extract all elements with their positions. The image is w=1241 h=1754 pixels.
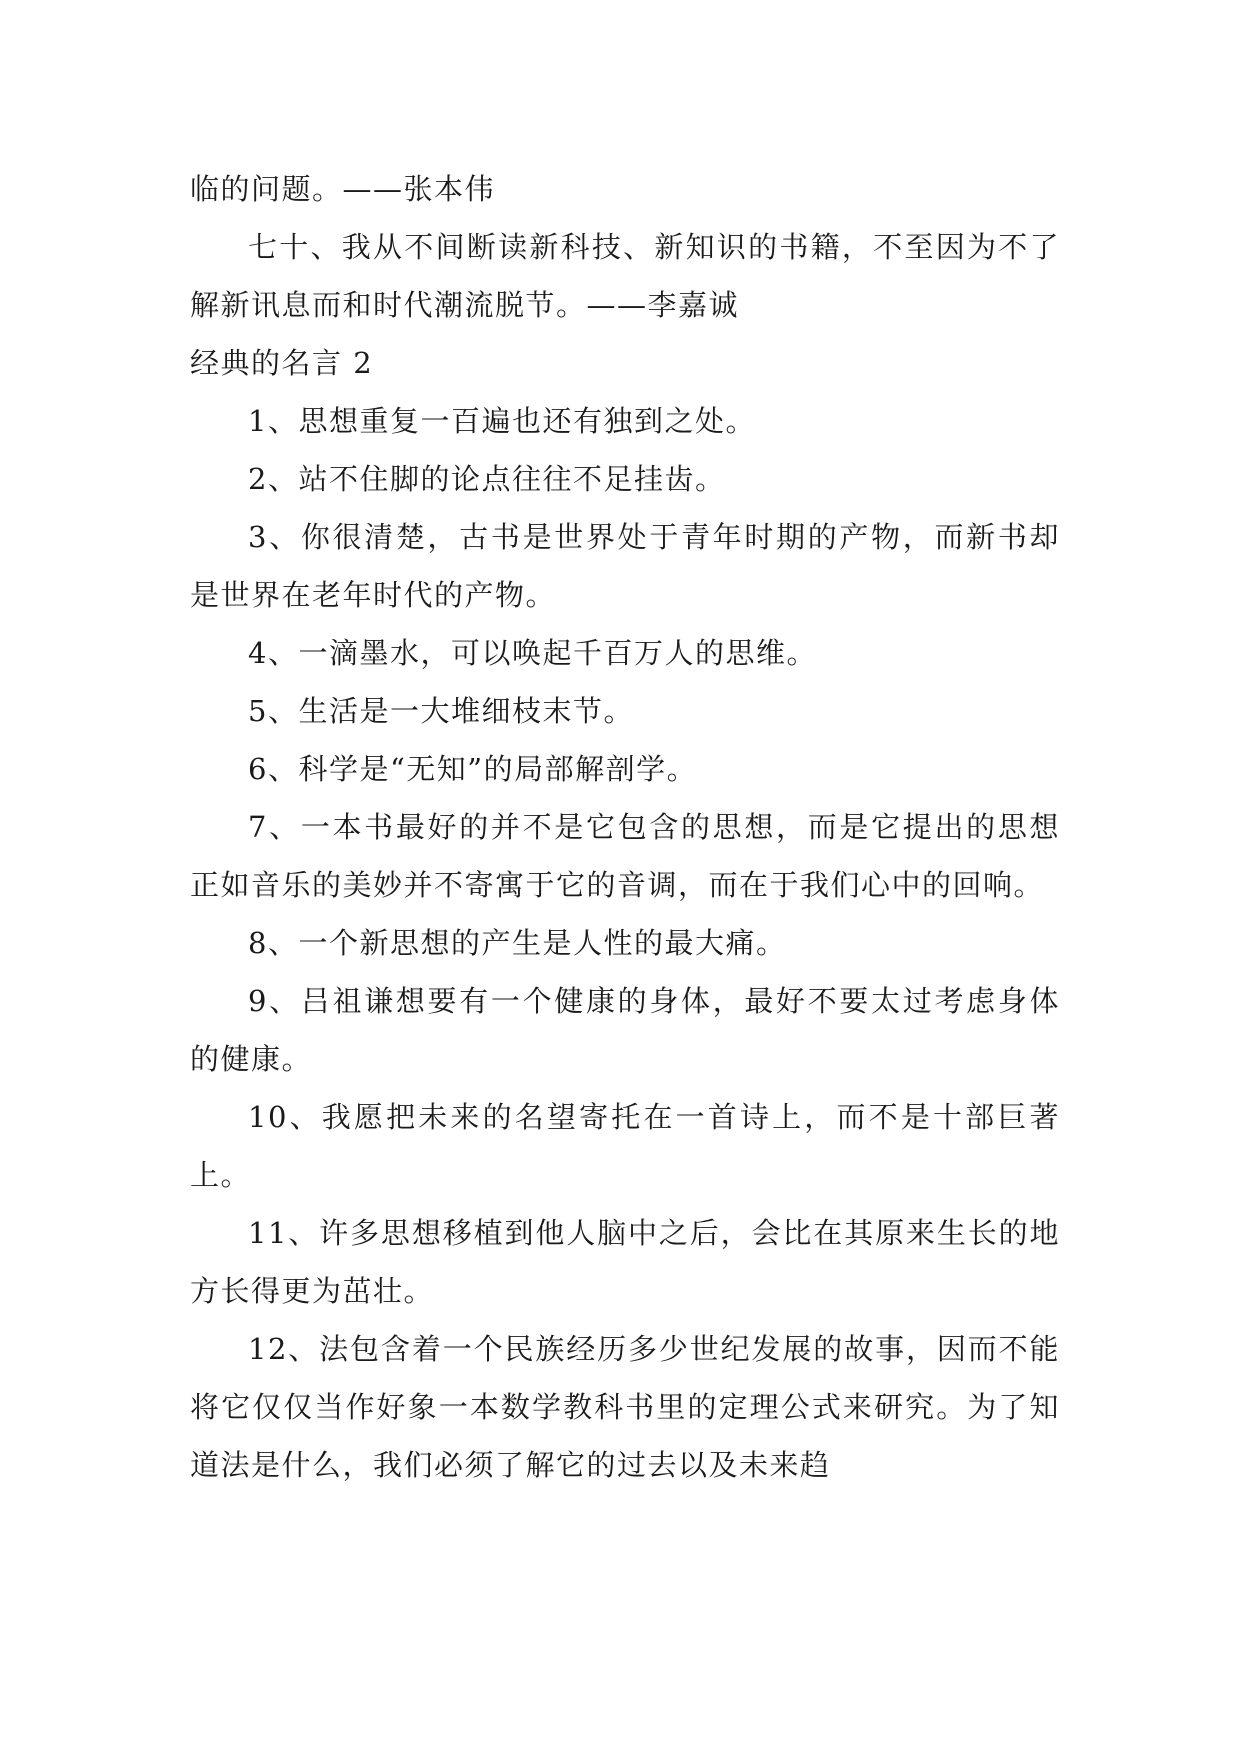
quote-item-6: 6、科学是“无知”的局部解剖学。 xyxy=(248,752,698,786)
quote-item-8: 8、一个新思想的产生是人性的最大痛。 xyxy=(248,926,787,960)
quote-item-7: 7、一本书最好的并不是它包含的思想，而是它提出的思想正如音乐的美妙并不寄寓于它的音调，而在于我们心中的回响。 xyxy=(190,810,1060,902)
quote-item-12: 12、法包含着一个民族经历多少世纪发展的故事，因而不能将它仅仅当作好象一本数学教科书里的定理公式来研究。为了知道法是什么，我们必须了解它的过去以及未来趋 xyxy=(190,1332,1060,1482)
paragraph-quote-70: 七十、我从不间断读新科技、新知识的书籍，不至因为不了解新讯息而和时代潮流脱节。——李嘉诚 xyxy=(190,230,1060,322)
paragraph-continued: 临的问题。——张本伟 xyxy=(190,172,496,206)
quote-item-10: 10、我愿把未来的名望寄托在一首诗上，而不是十部巨著上。 xyxy=(190,1100,1060,1192)
quote-item-3: 3、你很清楚，古书是世界处于青年时期的产物，而新书却是世界在老年时代的产物。 xyxy=(190,520,1060,612)
quote-item-9: 9、吕祖谦想要有一个健康的身体，最好不要太过考虑身体的健康。 xyxy=(190,984,1060,1076)
quote-item-1: 1、思想重复一百遍也还有独到之处。 xyxy=(248,404,756,438)
quote-item-2: 2、站不住脚的论点往往不足挂齿。 xyxy=(248,462,726,496)
section-heading: 经典的名言 2 xyxy=(190,346,374,380)
quote-item-11: 11、许多思想移植到他人脑中之后，会比在其原来生长的地方长得更为茁壮。 xyxy=(190,1216,1060,1308)
document-body xyxy=(190,160,1060,1494)
quote-item-4: 4、一滴墨水，可以唤起千百万人的思维。 xyxy=(248,636,817,670)
quote-item-5: 5、生活是一大堆细枝末节。 xyxy=(248,694,634,728)
